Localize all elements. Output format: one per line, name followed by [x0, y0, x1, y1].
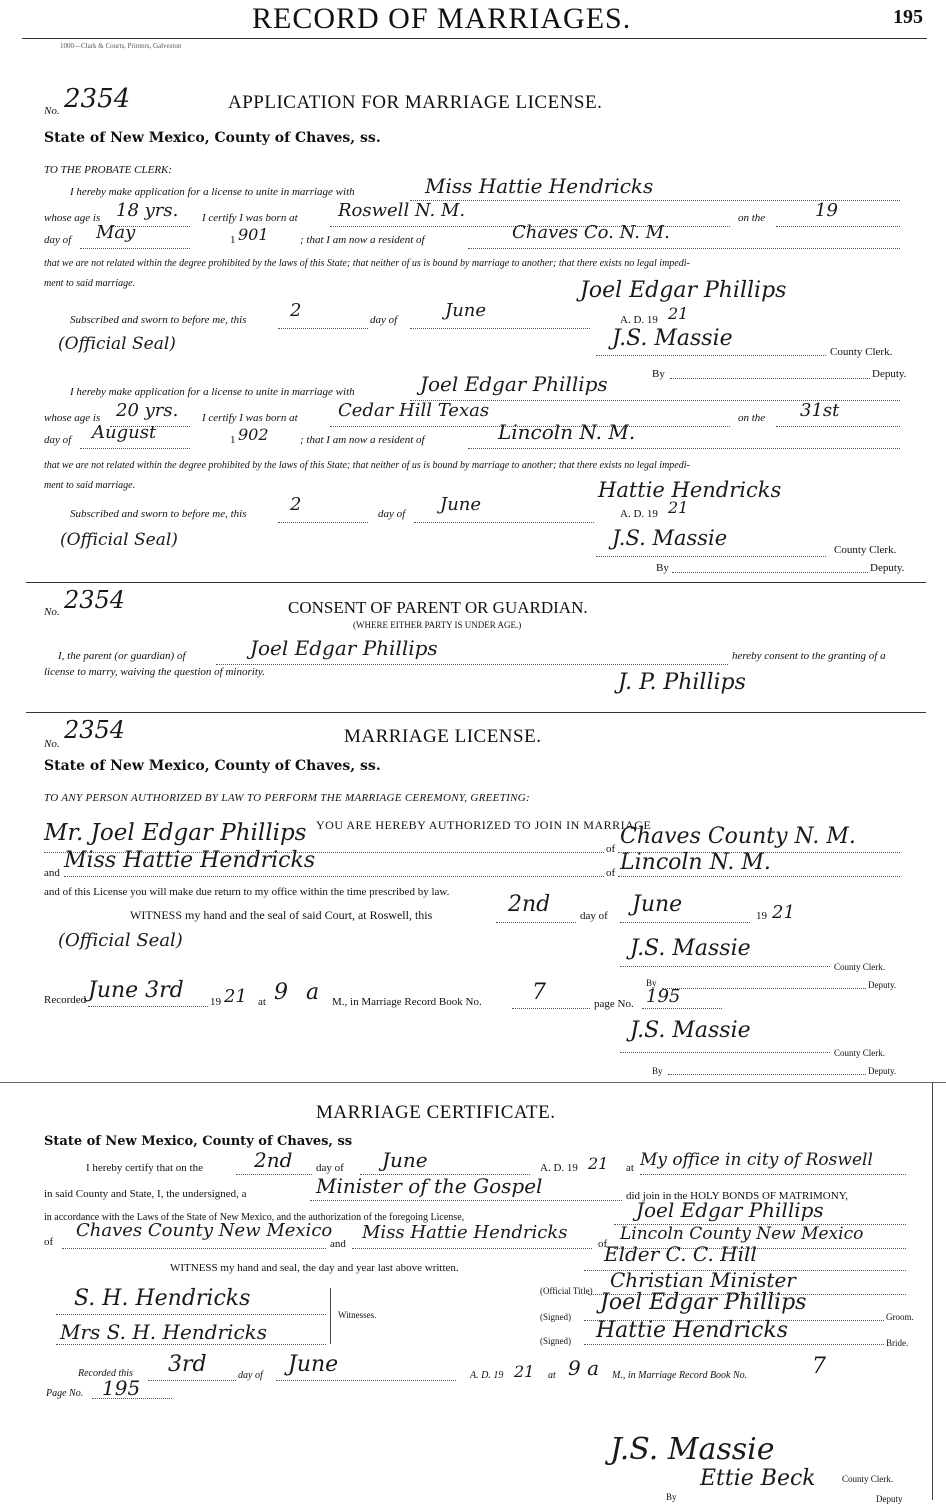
p2-birth-year: 902: [238, 425, 269, 444]
certificate-join-label: did join in the HOLY BONDS OF MATRIMONY,: [626, 1190, 848, 1202]
p2-birthday-line: [776, 426, 900, 427]
application-no-prefix: No.: [44, 105, 60, 117]
p2-birth-month: August: [92, 422, 157, 443]
p2-age-label: whose age is: [44, 412, 101, 424]
license-recorded-year-prefix: 19: [210, 996, 221, 1008]
certificate-certify-label: I hereby certify that on the: [86, 1162, 203, 1174]
certificate-page-label: Page No.: [46, 1388, 84, 1399]
license-recorder-deputy-label: Deputy.: [868, 1066, 897, 1076]
license-book-label: M., in Marriage Record Book No.: [332, 996, 482, 1008]
consent-heading: CONSENT OF PARENT OR GUARDIAN.: [288, 598, 588, 617]
license-page-label: page No.: [594, 998, 634, 1010]
p1-dayof-label: day of: [44, 234, 72, 246]
consent-no-prefix: No.: [44, 606, 60, 618]
license-groom-of: Chaves County N. M.: [620, 824, 856, 849]
p1-on-label: on the: [738, 212, 766, 224]
certificate-groom-of: Chaves County New Mexico: [76, 1220, 333, 1241]
p2-official-seal: (Official Seal): [60, 530, 178, 550]
license-witness-dayof-label: day of: [580, 910, 608, 922]
license-witness-year-prefix: 19: [756, 910, 767, 922]
p1-resident-label: ; that I am now a resident of: [300, 234, 425, 246]
certificate-by-label: By: [666, 1492, 677, 1502]
license-clerk-label: County Clerk.: [834, 962, 885, 972]
license-page-line: [642, 1008, 722, 1009]
license-recorded-date-line: [88, 1006, 208, 1007]
application-state-line: State of New Mexico, County of Chaves, ss.: [44, 130, 381, 146]
p1-year-prefix: 1: [230, 234, 236, 246]
p2-by-label: By: [656, 562, 669, 574]
certificate-bride-of: Lincoln County New Mexico: [620, 1224, 864, 1244]
certificate-rec-dayof-label: day of: [238, 1370, 263, 1381]
license-recorder-signature: J.S. Massie: [630, 1018, 751, 1043]
certificate-rule: [0, 1082, 946, 1083]
p2-year-prefix: 1: [230, 434, 236, 446]
p1-sworn-day-line: [278, 328, 368, 329]
certificate-bride-label: Bride.: [886, 1338, 909, 1348]
printer-mark: 1000—Clark & Courts, Printers, Galveston: [60, 42, 182, 50]
p2-ad-label: A. D. 19: [620, 508, 658, 520]
license-deputy-line: [662, 988, 866, 989]
license-witness-month-line: [620, 922, 750, 923]
p2-dayof-label: day of: [44, 434, 72, 446]
license-greeting: TO ANY PERSON AUTHORIZED BY LAW TO PERFORM THE MARRIAGE CEREMONY, GREETING:: [44, 792, 530, 804]
p1-sworn-day: 2: [290, 300, 302, 321]
consent-child-line: [216, 664, 728, 665]
certificate-bride-line: [352, 1248, 592, 1249]
p2-birthplace: Cedar Hill Texas: [338, 400, 490, 421]
certificate-bride-sig-line: [584, 1344, 884, 1345]
certificate-book-label: M., in Marriage Record Book No.: [612, 1370, 748, 1381]
p1-sworn-year: 21: [668, 304, 689, 323]
license-and-label: and: [44, 867, 60, 879]
p2-sworn-dayof-label: day of: [378, 508, 406, 520]
certificate-deputy-signature: Ettie Beck: [700, 1466, 816, 1491]
certificate-recorded-year: 21: [514, 1362, 535, 1381]
p2-sworn-day-line: [278, 522, 368, 523]
p1-by-label: By: [652, 368, 665, 380]
license-deputy-label: Deputy.: [868, 980, 897, 990]
license-recorded-date: June 3rd: [88, 978, 184, 1003]
p1-official-seal: (Official Seal): [58, 334, 176, 354]
certificate-officiant-title: Minister of the Gospel: [316, 1174, 543, 1198]
license-witness-label: WITNESS my hand and the seal of said Court, at Roswell, this: [130, 908, 433, 922]
p2-birth-day: 31st: [800, 400, 840, 421]
header-rule: [22, 38, 927, 39]
license-no-prefix: No.: [44, 738, 60, 750]
p1-ad-label: A. D. 19: [620, 314, 658, 326]
p2-resident-line: [468, 448, 900, 449]
certificate-rec-day-line: [148, 1380, 236, 1381]
certificate-title-line: [310, 1200, 622, 1201]
license-authorized: YOU ARE HEREBY AUTHORIZED TO JOIN IN MARRIAGE: [316, 818, 652, 832]
license-return-text: and of this License you will make due return to my office within the time prescribed by law.: [44, 886, 450, 898]
license-bride-of-label: of: [606, 867, 616, 879]
certificate-said-label: in said County and State, I, the undersigned, a: [44, 1188, 247, 1200]
license-recorder-line: [620, 1052, 830, 1053]
license-number: 2354: [64, 716, 126, 744]
application-number: 2354: [64, 84, 131, 114]
license-recorder-deputy-line: [668, 1074, 866, 1075]
license-witness-day: 2nd: [508, 892, 551, 917]
p1-deputy-label: Deputy.: [872, 368, 907, 380]
certificate-recorded-month: June: [288, 1352, 339, 1377]
certificate-book-number: 7: [812, 1354, 826, 1379]
certificate-officiant: Elder C. C. Hill: [604, 1242, 757, 1266]
license-recorder-clerk-label: County Clerk.: [834, 1048, 885, 1058]
certificate-deputy-label: Deputy: [876, 1494, 903, 1504]
certificate-accord-label: in accordance with the Laws of the State of New Mexico, and the authorization of the foregoing License,: [44, 1212, 465, 1223]
p2-age: 20 yrs.: [116, 400, 179, 421]
certificate-witness-2-line: [56, 1344, 326, 1345]
license-recorded-year: 21: [224, 986, 247, 1007]
consent-license-label: license to marry, waiving the question of minority.: [44, 666, 265, 678]
license-by-label: By: [646, 978, 657, 988]
certificate-year: 21: [588, 1154, 609, 1173]
license-recorded-ampm: a: [306, 980, 320, 1005]
p1-clerk-label: County Clerk.: [830, 346, 893, 358]
p1-deputy-line: [670, 378, 870, 379]
license-state-line: State of New Mexico, County of Chaves, ss.: [44, 758, 381, 774]
p1-clerk-signature: J.S. Massie: [612, 326, 733, 351]
license-clerk-signature: J.S. Massie: [630, 936, 751, 961]
certificate-rec-at-label: at: [548, 1370, 556, 1381]
p1-sworn-month: June: [445, 300, 487, 321]
p1-sworn-dayof-label: day of: [370, 314, 398, 326]
p1-birthplace: Roswell N. M.: [338, 200, 466, 221]
consent-label: hereby consent to the granting of a: [732, 650, 886, 662]
certificate-and-label: and: [330, 1238, 346, 1250]
p1-sworn-month-line: [410, 328, 590, 329]
license-bride-name: Miss Hattie Hendricks: [64, 848, 316, 873]
certificate-recorded-time: 9 a: [568, 1356, 600, 1380]
p1-apply-label: I hereby make application for a license to unite in marriage with: [70, 186, 355, 198]
license-groom-of-label: of: [606, 843, 616, 855]
license-recorded-label: Recorded: [44, 994, 87, 1006]
p1-month-line: [80, 248, 190, 249]
p2-clerk-label: County Clerk.: [834, 544, 897, 556]
p2-month-line: [80, 448, 190, 449]
certificate-witnesses-label: Witnesses.: [338, 1310, 377, 1320]
p2-clerk-line: [596, 556, 826, 557]
p1-age-label: whose age is: [44, 212, 101, 224]
p2-sworn-month-line: [414, 522, 594, 523]
p2-partner-name: Joel Edgar Phillips: [420, 372, 608, 396]
p2-residence: Lincoln N. M.: [498, 420, 636, 444]
certificate-place-line: [640, 1174, 906, 1175]
consent-rule: [26, 582, 926, 583]
license-witness-year: 21: [772, 902, 795, 923]
certificate-page-number: 195: [102, 1376, 141, 1400]
certificate-place: My office in city of Roswell: [640, 1150, 873, 1170]
application-heading: APPLICATION FOR MARRIAGE LICENSE.: [228, 92, 603, 113]
certificate-dayof-label: day of: [316, 1162, 344, 1174]
certificate-groom: Joel Edgar Phillips: [636, 1198, 824, 1222]
license-official-seal: (Official Seal): [58, 930, 183, 951]
p1-resident-line: [468, 248, 900, 249]
consent-parent-signature: J. P. Phillips: [618, 670, 746, 695]
p1-age: 18 yrs.: [116, 200, 179, 221]
license-page-number: 195: [646, 986, 681, 1007]
license-groom-name: Mr. Joel Edgar Phillips: [44, 820, 307, 846]
certificate-clerk-label: County Clerk.: [842, 1474, 893, 1484]
consent-subheading: (WHERE EITHER PARTY IS UNDER AGE.): [353, 620, 522, 630]
certificate-witness-label: WITNESS my hand and seal, the day and year last above written.: [170, 1262, 459, 1274]
certificate-clerk-signature: J.S. Massie: [610, 1432, 775, 1467]
license-witness-day-line: [496, 922, 576, 923]
witness-bracket: [330, 1288, 331, 1344]
certificate-bride-signed-label: (Signed): [540, 1336, 571, 1346]
p2-apply-label: I hereby make application for a license to unite in marriage with: [70, 386, 355, 398]
certificate-month: June: [382, 1148, 428, 1172]
p2-legal-text: that we are not related within the degree prohibited by the laws of this State; that neither of us is bound by marriage to another; that there exists no legal impedi-: [44, 460, 690, 471]
certificate-day: 2nd: [254, 1148, 293, 1172]
certificate-heading: MARRIAGE CERTIFICATE.: [316, 1102, 556, 1123]
p2-applicant-signature: Hattie Hendricks: [598, 478, 782, 502]
p1-legal-text: that we are not related within the degree prohibited by the laws of this State; that neither of us is bound by marriage to another; that there exists no legal impedi-: [44, 258, 690, 269]
license-recorded-time: 9: [274, 980, 288, 1005]
certificate-rec-month-line: [276, 1380, 456, 1381]
p1-birth-year: 901: [238, 225, 269, 244]
p2-born-label: I certify I was born at: [202, 412, 298, 424]
certificate-state-line: State of New Mexico, County of Chaves, ss: [44, 1134, 353, 1149]
certificate-groom-of-line: [62, 1248, 326, 1249]
to-probate-clerk: TO THE PROBATE CLERK:: [44, 164, 173, 176]
p1-born-label: I certify I was born at: [202, 212, 298, 224]
certificate-witness-1: S. H. Hendricks: [74, 1286, 251, 1311]
p1-birthday-line: [776, 226, 900, 227]
p1-sworn-label: Subscribed and sworn to before me, this: [70, 314, 247, 326]
consent-parent-label: I, the parent (or guardian) of: [58, 650, 186, 662]
p2-on-label: on the: [738, 412, 766, 424]
license-rule: [26, 712, 926, 713]
p1-legal-text-2: ment to said marriage.: [44, 278, 136, 289]
certificate-right-edge: [932, 1082, 933, 1500]
license-bride-of-line: [618, 876, 900, 877]
p2-sworn-month: June: [440, 494, 482, 515]
certificate-rec-ad-label: A. D. 19: [470, 1370, 504, 1381]
certificate-bride-of-label: of: [598, 1238, 608, 1250]
page-number: 195: [893, 6, 923, 28]
p2-clerk-signature: J.S. Massie: [612, 526, 728, 550]
certificate-bride-signature: Hattie Hendricks: [596, 1318, 788, 1343]
license-recorder-by-label: By: [652, 1066, 663, 1076]
p2-legal-text-2: ment to said marriage.: [44, 480, 136, 491]
license-clerk-line: [620, 966, 830, 967]
license-heading: MARRIAGE LICENSE.: [344, 726, 542, 747]
p2-sworn-year: 21: [668, 498, 689, 517]
license-bride-of: Lincoln N. M.: [620, 850, 771, 875]
certificate-day-line: [236, 1174, 312, 1175]
page-title: RECORD OF MARRIAGES.: [252, 2, 632, 35]
license-book-number: 7: [532, 980, 546, 1005]
certificate-groom-signed-label: (Signed): [540, 1312, 571, 1322]
certificate-recorded-day: 3rd: [168, 1352, 207, 1377]
certificate-witness-1-line: [56, 1314, 326, 1315]
license-witness-month: June: [632, 892, 683, 917]
certificate-groom-label: Groom.: [886, 1312, 914, 1322]
certificate-witness-2: Mrs S. H. Hendricks: [60, 1320, 268, 1344]
p1-clerk-line: [596, 355, 826, 356]
p2-sworn-day: 2: [290, 494, 302, 515]
p2-deputy-label: Deputy.: [870, 562, 905, 574]
p1-birth-month: May: [96, 222, 136, 243]
p2-sworn-label: Subscribed and sworn to before me, this: [70, 508, 247, 520]
p1-residence: Chaves Co. N. M.: [512, 222, 670, 243]
certificate-groom-signature: Joel Edgar Phillips: [600, 1290, 807, 1315]
license-at-label: at: [258, 996, 266, 1008]
certificate-ad-label: A. D. 19: [540, 1162, 578, 1174]
certificate-official-title: Christian Minister: [610, 1268, 796, 1292]
certificate-official-title-label: (Official Title): [540, 1286, 593, 1296]
p2-resident-label: ; that I am now a resident of: [300, 434, 425, 446]
p1-birth-day: 19: [815, 200, 838, 221]
p2-deputy-line: [672, 572, 868, 573]
consent-child-name: Joel Edgar Phillips: [250, 636, 438, 660]
certificate-recorded-label: Recorded this: [78, 1368, 133, 1379]
consent-number: 2354: [64, 586, 126, 614]
certificate-bride: Miss Hattie Hendricks: [362, 1222, 568, 1243]
license-book-line: [512, 1008, 590, 1009]
p1-applicant-signature: Joel Edgar Phillips: [580, 278, 787, 303]
p1-partner-name: Miss Hattie Hendricks: [425, 174, 654, 198]
certificate-groom-of-label: of: [44, 1236, 54, 1248]
license-bride-line: [64, 876, 604, 877]
certificate-at-label: at: [626, 1162, 634, 1174]
